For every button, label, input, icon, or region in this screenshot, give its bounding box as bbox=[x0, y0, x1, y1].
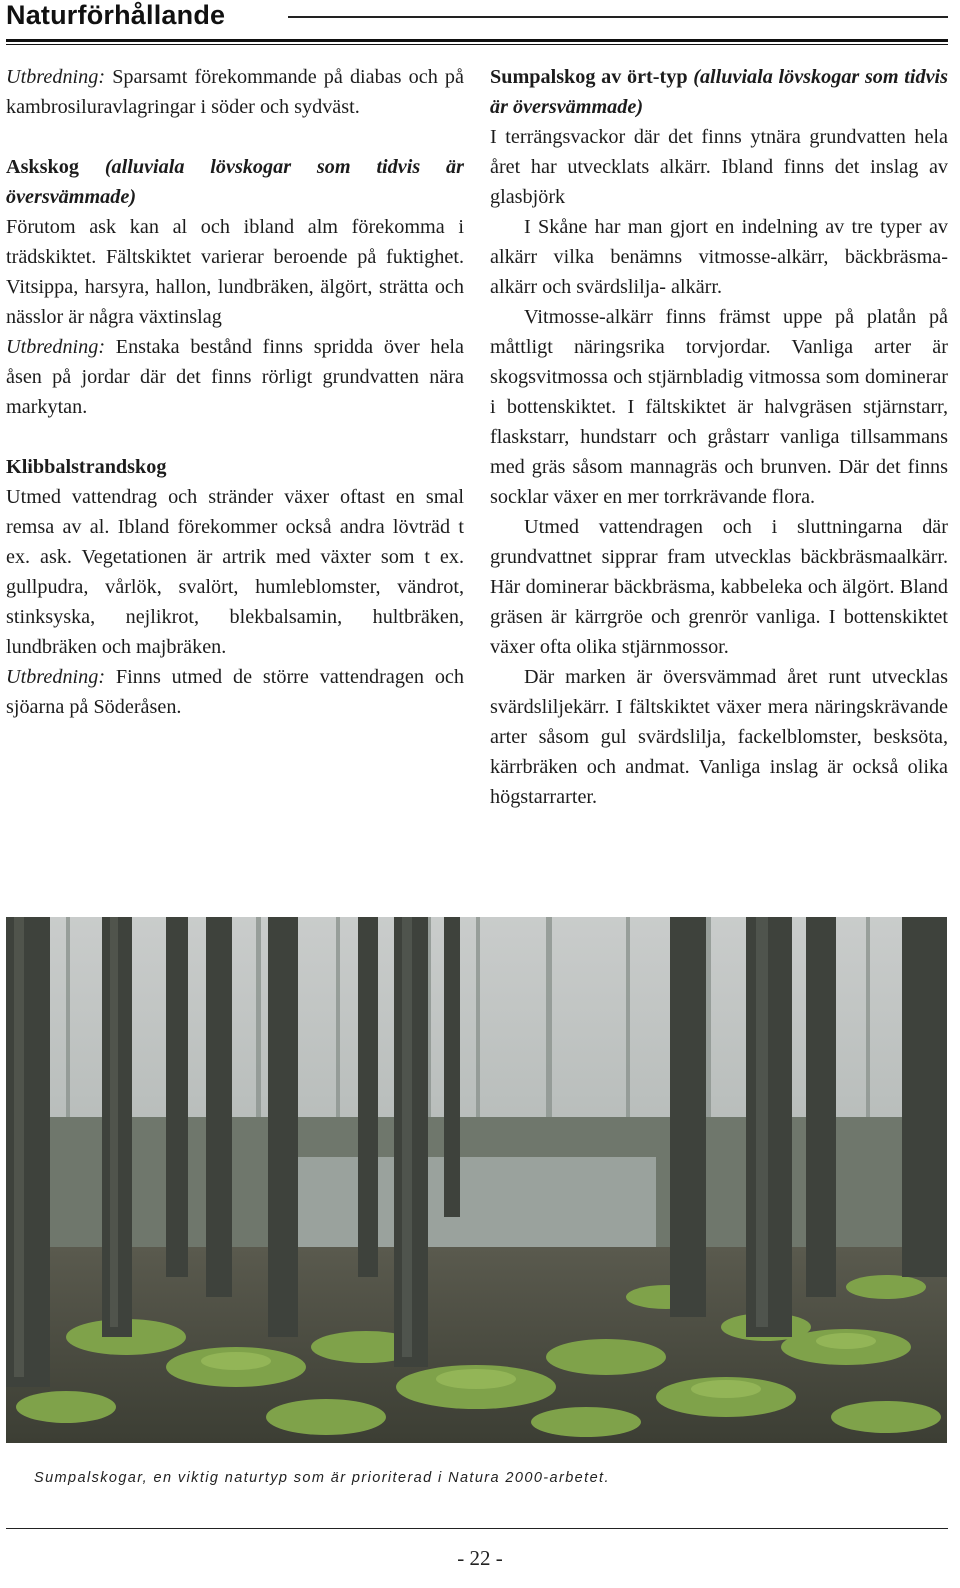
page-header bbox=[0, 0, 960, 44]
sumpalskog-heading-text: Sumpalskog av ört-typ bbox=[490, 66, 694, 88]
forest-swamp-photo bbox=[6, 917, 947, 1443]
footer-rule bbox=[6, 1528, 948, 1529]
paragraph-sumpalskog-2: I Skåne har man gjort en indelning av tre typer av alkärr vilka benämns vitmosse-alkärr, bäckbräsma-alkärr och svärdslilja- alkärr. bbox=[490, 216, 948, 298]
askskog-heading-italic: (alluviala lövskogar som tidvis är översvämmade) bbox=[6, 156, 465, 208]
heading-askskog bbox=[6, 152, 464, 212]
header-rule-thick bbox=[6, 39, 948, 42]
utbredning-text: Finns utmed de större vattendragen och sjöarna på Söderåsen. bbox=[6, 666, 464, 718]
paragraph-askskog: Förutom ask kan al och ibland alm förekomma i trädskiktet. Fältskiktet varierar beroende på fuktighet. Vitsippa, harsyra, hallon, lundbräken, älgört, strätta och nässlor är några växtinslag bbox=[6, 216, 464, 328]
utbredning-label: Utbredning: bbox=[6, 66, 106, 88]
header-rule-thin bbox=[6, 44, 948, 45]
heading-klibbalstrandskog: Klibbalstrandskog bbox=[6, 456, 167, 478]
utbredning-text: Enstaka bestånd finns spridda över hela åsen på jordar där det finns rörligt grundvatten nära markytan. bbox=[6, 336, 464, 418]
paragraph-utbredning-intro bbox=[6, 62, 464, 122]
forest-swamp-illustration bbox=[6, 917, 947, 1443]
left-column bbox=[6, 62, 464, 722]
paragraph-sumpalskog-5: Där marken är översvämmad året runt utvecklas svärdsliljekärr. I fältskiktet växer mera näringskrävande arter såsom gul svärdslilja, fackelblomster, besksöta, kärrbräken och andmat. Vanliga inslag är också olika högstarrarter. bbox=[490, 666, 948, 808]
right-column bbox=[490, 62, 948, 812]
utbredning-label: Utbredning: bbox=[6, 666, 106, 688]
paragraph-askskog-utbredning bbox=[6, 332, 464, 422]
heading-sumpalskog bbox=[490, 62, 948, 122]
paragraph-klibbalstrandskog: Utmed vattendrag och stränder växer oftast en smal remsa av al. Ibland förekommer också andra lövträd t ex. ask. Vegetationen är artrik med växter som t ex. gullpudra, vårlök, svalört, humleblomster, vändrot, stinksyska, nejlikrot, blekbalsamin, hultbräken, lundbräken och majbräken. bbox=[6, 486, 464, 658]
page-title: Naturförhållande bbox=[6, 0, 226, 30]
utbredning-label: Utbredning: bbox=[6, 336, 106, 358]
sumpalskog-heading-italic: (alluviala lövskogar som tidvis är översvämmade) bbox=[490, 66, 948, 118]
askskog-heading-text: Askskog bbox=[6, 156, 105, 178]
figure-caption: Sumpalskogar, en viktig naturtyp som är prioriterad i Natura 2000-arbetet. bbox=[34, 1470, 610, 1486]
page-number: - 22 - bbox=[457, 1546, 503, 1570]
paragraph-sumpalskog-3: Vitmosse-alkärr finns främst uppe på platån på måttligt näringsrika torvjordar. Vanliga arter är skogsvitmossa och stjärnbladig vitmossa som dominerar i bottenskiktet. I fältskiktet är halvgräsen stjärnstarr, flaskstarr, hundstarr och gråstarr vanliga tillsammans med gräs såsom mannagräs och brunven. Där det finns socklar växer en mer torrkrävande flora. bbox=[490, 306, 948, 508]
paragraph-klibbal-utbredning bbox=[6, 662, 464, 722]
header-rule-top bbox=[288, 16, 948, 18]
paragraph-sumpalskog-4: Utmed vattendragen och i sluttningarna där grundvattnet sipprar fram utvecklas bäckbräsmaalkärr. Här dominerar bäckbräsma, kabbeleka och älgört. Bland gräsen är kärrgröe och grenrör vanliga. I bottenskiktet växer ofta olika stjärnmossor. bbox=[490, 516, 948, 658]
utbredning-text: Sparsamt förekommande på diabas och på kambrosiluravlagringar i söder och sydväst. bbox=[6, 66, 464, 118]
paragraph-sumpalskog-1: I terrängsvackor där det finns ytnära grundvatten hela året har utvecklats alkärr. Ibland finns det inslag av glasbjörk bbox=[490, 126, 948, 208]
